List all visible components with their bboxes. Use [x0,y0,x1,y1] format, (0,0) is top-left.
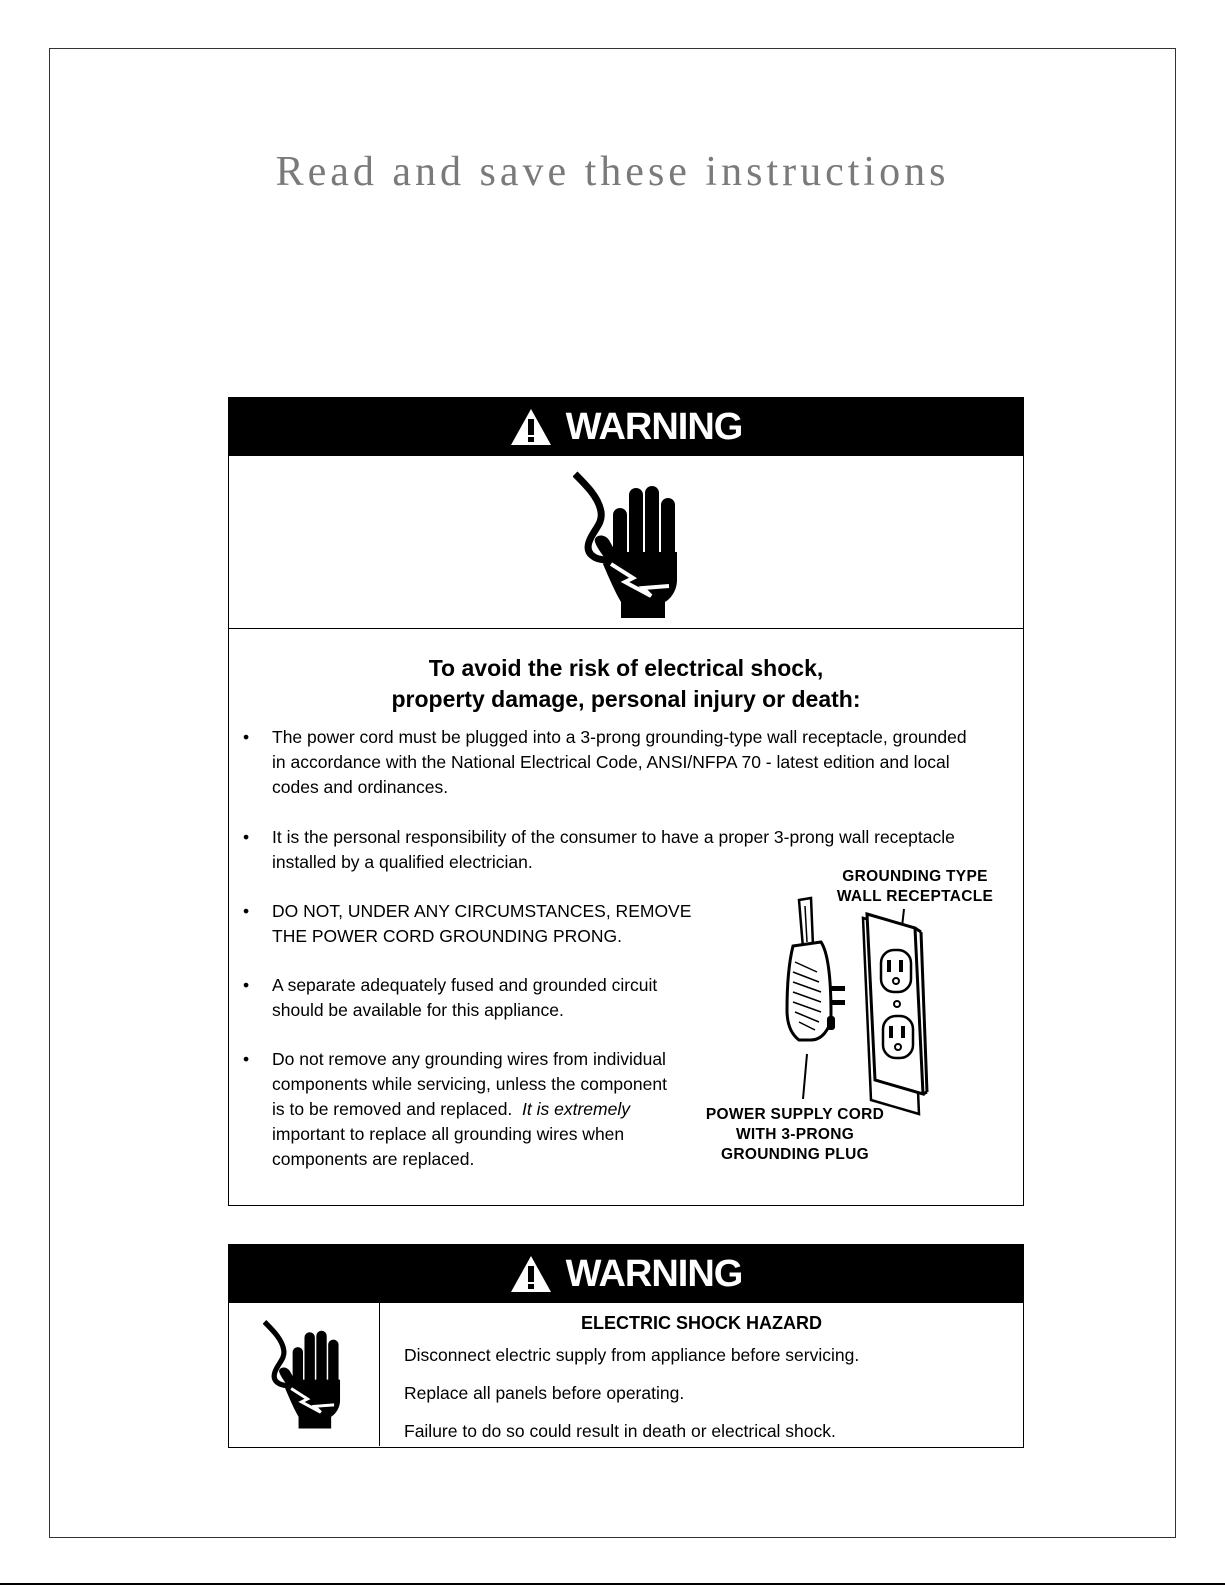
hazard-title: ELECTRIC SHOCK HAZARD [581,1313,822,1333]
bullet-text: should be available for this appliance. [272,1000,564,1020]
electric-shock-hand-icon [573,468,681,618]
caution-heading-line2: property damage, personal injury or death: [391,686,861,712]
bullet-item-5 [243,1047,667,1172]
bullet-text: installed by a qualified electrician. [272,852,533,872]
bullet-item-3 [243,899,691,949]
bullet-text: components are replaced. [272,1149,475,1169]
warning-box-shock-hazard [228,1244,1024,1448]
cord-label-line1: POWER SUPPLY CORD [705,1106,885,1123]
bullet-text: is to be removed and replaced. [272,1099,513,1119]
bullet-text-mixed [272,1097,667,1122]
bullet-text: Do not remove any grounding wires from individual [272,1049,666,1069]
bullet-mark: • [243,901,250,921]
caution-heading [229,653,1023,715]
bullet-text: A separate adequately fused and grounded circuit [272,975,658,995]
bullet-text: in accordance with the National Electrical Code, ANSI/NFPA 70 - latest edition and local [272,752,950,772]
warning-header [229,1245,1023,1303]
bullet-mark: • [243,975,250,995]
cord-label [695,1105,895,1165]
bullet-item-4 [243,973,657,1023]
bullet-text-italic: It is extremely [522,1099,630,1119]
hazard-text-area [380,1303,1023,1446]
bullet-text: components while servicing, unless the component [272,1074,667,1094]
cord-label-line2: WITH 3-PRONG [735,1126,855,1143]
page-title: Read and save these instructions [275,149,950,195]
bullet-text: THE POWER CORD GROUNDING PRONG. [272,926,623,946]
warning-body [229,1303,1023,1446]
bullet-mark: • [243,1049,250,1069]
warning-body [229,629,1023,1196]
shock-pictogram-area [229,456,1023,629]
bullet-text: important to replace all grounding wires when [272,1124,625,1144]
warning-box-grounding [228,397,1024,1206]
receptacle-label-line1: GROUNDING TYPE [842,868,988,885]
bullet-item-1 [243,725,967,800]
caution-heading-line1: To avoid the risk of electrical shock, [428,655,824,681]
receptacle-label-line2: WALL RECEPTACLE [836,888,994,905]
bullet-text: It is the personal responsibility of the consumer to have a proper 3-prong wall receptacle [272,827,955,847]
warning-header [229,398,1023,456]
warning-header-label: WARNING [565,405,743,448]
plug-receptacle-illustration [707,854,967,1134]
cord-label-line3: GROUNDING PLUG [720,1146,869,1163]
hazard-line-2: Replace all panels before operating. [404,1383,685,1403]
bullet-text: codes and ordinances. [272,777,449,797]
electric-shock-hand-icon [263,1317,343,1429]
warning-triangle-icon [510,408,552,446]
shock-pictogram-area [229,1303,380,1446]
bullet-mark: • [243,827,250,847]
warning-header-label: WARNING [565,1252,743,1295]
bullet-mark: • [243,727,250,747]
hazard-line-3: Failure to do so could result in death or electrical shock. [404,1421,836,1441]
bullet-text: The power cord must be plugged into a 3-prong grounding-type wall receptacle, grounded [272,727,967,747]
bullet-text: DO NOT, UNDER ANY CIRCUMSTANCES, REMOVE [272,901,692,921]
hazard-line-1: Disconnect electric supply from appliance before servicing. [404,1345,860,1365]
warning-triangle-icon [510,1255,552,1293]
